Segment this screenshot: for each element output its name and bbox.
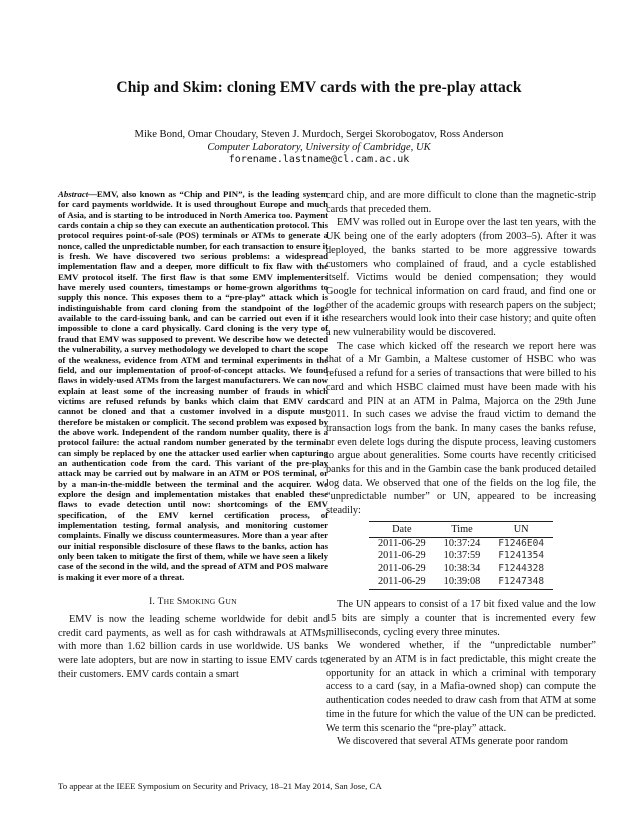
paragraph: We discovered that several ATMs generate poor random [337,736,569,748]
cell-time: 10:37:59 [443,550,481,562]
table-header-row [369,521,553,537]
table-row [369,537,553,550]
section-heading-number: I. T [149,597,164,608]
table-row [369,563,553,576]
cell-time: 10:37:24 [443,537,481,549]
paragraph: We wondered whether, if the “unpredictable number” generated by an ATM is in fact predictable, this might create the opportunity for an attack in which a criminal with temporary access to a card (say, in a Mafia-owned shop) can compute the authentication codes needed to draw cash from that ATM at some time in the future for which the value of the UN can be predicted. We term this scenario the “pre-play” attack. [326,640,596,734]
transaction-log-table [369,521,553,590]
cell-time: 10:38:34 [443,563,481,575]
left-column [58,189,328,682]
cell-un: F1241354 [498,550,545,562]
paragraph: The UN appears to consist of a 17 bit fixed value and the low 15 bits are simply a counter that is incremented every few milliseconds, cycling every three minutes. [326,599,596,638]
section-heading-part: S [174,597,183,608]
abstract-label: Abstract [58,189,89,199]
table-row [369,550,553,563]
column-header-time: Time [435,521,490,537]
cell-date: 2011-06-29 [378,563,426,575]
cell-date: 2011-06-29 [378,537,426,549]
abstract-text: —EMV, also known as “Chip and PIN”, is the leading system for card payments worldwide. It is used throughout Europe and much of Asia, and is starting to be introduced in North America too. Payment cards contain a chip so they can execute an authentication protocol. This protocol requires point-of-sale (POS) terminals or ATMs to generate a nonce, called the unpredictable number, for each transaction to ensure it is fresh. We have discovered two serious problems: a widespread implementation flaw and a deeper, more difficult to fix flaw with the EMV protocol itself. The first flaw is that some EMV implementers have merely used counters, timestamps or home-grown algorithms to supply this nonce. This exposes them to a “pre-play” attack which is indistinguishable from card cloning from the standpoint of the logs available to the card-issuing bank, and can be carried out even if it is impossible to clone a card physically. Card cloning is the very type of fraud that EMV was supposed to prevent. We describe how we detected the vulnerability, a survey methodology we developed to chart the scope of the weakness, evidence from ATM and terminal experiments in the field, and our implementation of proof-of-concept attacks. We found flaws in widely-used ATMs from the largest manufacturers. We can now explain at least some of the increasing number of frauds in which victims are refused refunds by banks which claim that EMV cards cannot be cloned and that a customer involved in a dispute must therefore be mistaken or complicit. The second problem was exposed by the above work. Independent of the random number quality, there is a protocol failure: the actual random number generated by the terminal can simply be replaced by one the attacker used earlier when capturing an authentication code from the card. This variant of the pre-play attack may be carried out by malware in an ATM or POS terminal, or by a man-in-the-middle between the terminal and the acquirer. We explore the design and implementation mistakes that enabled these flaws to evade detection until now: shortcomings of the EMV specification, of the EMV kernel certification process, of implementation testing, formal analysis, and monitoring customer complaints. Finally we discuss countermeasures. More than a year after our initial responsible disclosure of these flaws to the banks, action has only been taken to mitigate the first of them, while we have seen a likely case of the second in the wild, and the spread of ATM and POS malware is making it ever more of a threat. [58,189,328,582]
table-row [369,576,553,590]
cell-un: F1244328 [498,563,545,575]
cell-un: F1247348 [489,576,553,590]
paper-title: Chip and Skim: cloning EMV cards with the pre-play attack [116,79,522,96]
paragraph: EMV is now the leading scheme worldwide for debit and credit card payments, as well as for cash withdrawals at ATMs, with more than 1.62 billion cards in use worldwide. US banks were late adopters, but are now in starting to issue EMV cards to their customers. EMV cards contain a smart [58,614,328,680]
section-heading-part: HE [163,597,175,607]
abstract [58,189,328,582]
section-heading-part: G [215,597,226,608]
paragraph: EMV was rolled out in Europe over the last ten years, with the UK being one of the early adopters (from 2003–5). After it was deployed, the banks started to be more aggressive towards customers who complained of fraud, and a cycle established itself. Victims would be denied compensation; they would Google for technical information on card fraud, and find one or other of the academic groups with research papers on the subject; the researchers would look into their case history; and quite often a new vulnerability would be discovered. [326,217,596,339]
cell-un: F1246E04 [498,537,545,549]
author-list: Mike Bond, Omar Choudary, Steven J. Murdoch, Sergei Skorobogatov, Ross Anderson [134,129,504,140]
column-header-date: Date [369,521,435,537]
paragraph: card chip, and are more difficult to clone than the magnetic-strip cards that preceded them. [326,190,596,215]
paragraph: The case which kicked off the research we report here was that of a Mr Gambin, a Maltese customer of HSBC who was refused a refund for a series of transactions that were billed to his card and which HSBC claimed must have been made with his card and PIN at an ATM in Palma, Majorca on the 29th June 2011. In such cases we advise the fraud victim to demand the transaction logs from the bank. In many cases the banks refuse, or even delete logs during the dispute process, leaving customers to argue about generalities. Some courts have recently criticised banks for this and in the Gambin case the bank produced detailed log data. We observed that one of the fields on the log file, the “unpredictable number” or UN, appeared to be increasing steadily: [326,340,596,517]
section-heading-part: UN [225,597,237,607]
contact-email: forename.lastname@cl.cam.ac.uk [228,154,410,165]
cell-time: 10:39:08 [435,576,490,590]
affiliation: Computer Laboratory, University of Cambridge, UK [207,142,431,153]
right-column [326,189,596,749]
column-header-un: UN [489,521,553,537]
page-footer: To appear at the IEEE Symposium on Security and Privacy, 18–21 May 2014, San Jose, CA [58,781,382,791]
cell-date: 2011-06-29 [369,576,435,590]
section-heading-part: MOKING [182,597,216,607]
cell-date: 2011-06-29 [378,550,426,562]
section-heading [58,597,328,607]
